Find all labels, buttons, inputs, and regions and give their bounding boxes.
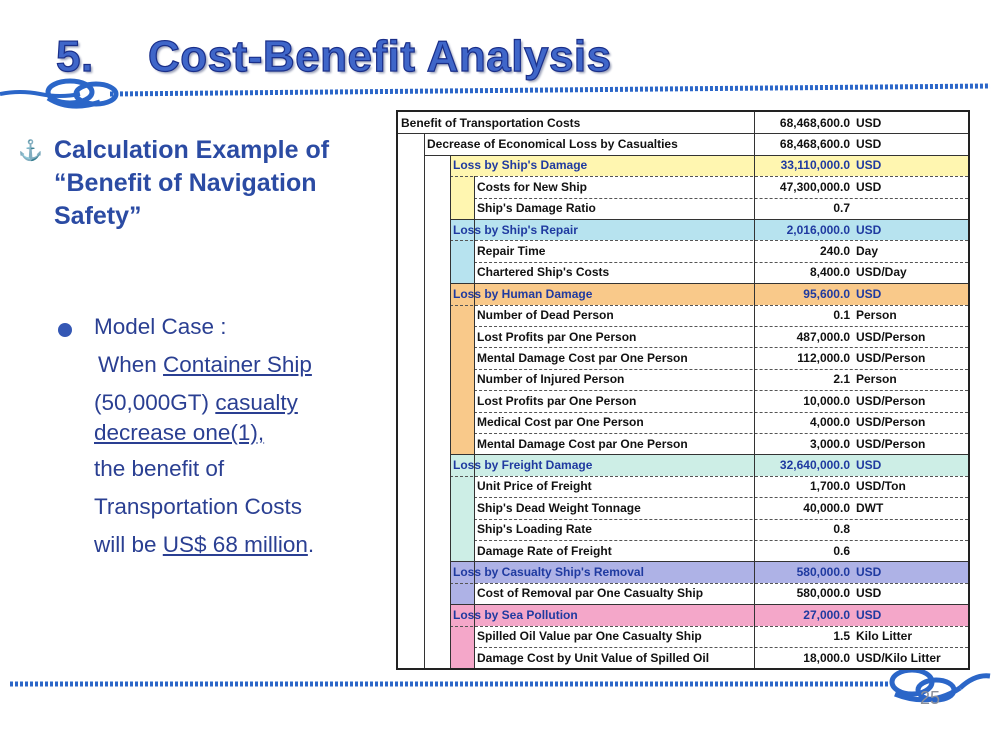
row-unit: USD xyxy=(856,222,882,237)
heading-line: Safety” xyxy=(54,202,142,230)
row-label: Ship's Loading Rate xyxy=(477,522,592,537)
model-case-line: Transportation Costs xyxy=(94,494,303,519)
row-label: Mental Damage Cost par One Person xyxy=(477,436,688,451)
table-row xyxy=(398,176,968,197)
table-row xyxy=(398,626,968,647)
row-unit: USD xyxy=(856,115,882,130)
row-value: 0.8 xyxy=(833,522,850,537)
row-label: Spilled Oil Value par One Casualty Ship xyxy=(477,629,702,644)
row-unit: USD/Person xyxy=(856,329,926,344)
model-case-line: (50,000GT) casualty xyxy=(94,390,298,415)
row-label: Ship's Dead Weight Tonnage xyxy=(477,500,641,515)
table-row xyxy=(398,604,968,625)
row-unit: USD/Person xyxy=(856,436,926,451)
row-label: Medical Cost par One Person xyxy=(477,415,644,430)
table-row xyxy=(398,433,968,454)
row-value: 47,300,000.0 xyxy=(779,179,850,194)
row-unit: USD/Ton xyxy=(856,479,906,494)
slide-title-text: Cost-Benefit Analysis xyxy=(148,32,612,81)
model-case-line: When Container Ship xyxy=(98,352,312,377)
row-label: Lost Profits par One Person xyxy=(477,393,637,408)
row-value: 580,000.0 xyxy=(796,586,850,601)
table-row xyxy=(398,540,968,561)
table-row xyxy=(398,497,968,518)
row-label: Loss by Freight Damage xyxy=(453,458,593,473)
row-value: 68,468,600.0 xyxy=(779,115,850,130)
table-row xyxy=(398,476,968,497)
row-value: 27,000.0 xyxy=(803,607,850,622)
cost-benefit-table xyxy=(396,110,970,670)
table-row xyxy=(398,561,968,582)
indent-guide xyxy=(474,176,475,668)
table-row xyxy=(398,369,968,390)
row-value: 68,468,600.0 xyxy=(779,137,850,152)
value-column-divider xyxy=(754,112,755,668)
row-unit: USD xyxy=(856,158,882,173)
row-label: Decrease of Economical Loss by Casualties xyxy=(427,137,678,152)
anchor-bullet-icon: ⚓ xyxy=(18,140,43,162)
row-value: 95,600.0 xyxy=(803,286,850,301)
million-text: US$ 68 million xyxy=(162,532,308,557)
table-row xyxy=(398,583,968,604)
row-value: 487,000.0 xyxy=(796,329,850,344)
row-value: 4,000.0 xyxy=(809,415,850,430)
row-value: 112,000.0 xyxy=(797,351,850,366)
table-row xyxy=(398,262,968,283)
row-unit: USD/Person xyxy=(856,393,926,408)
row-unit: Person xyxy=(856,372,897,387)
row-value: 240.0 xyxy=(819,244,850,259)
heading-line: “Benefit of Navigation xyxy=(54,169,317,197)
indent-guide xyxy=(424,133,425,668)
container-ship-text: Container Ship xyxy=(163,352,312,377)
rope-divider-bottom xyxy=(0,664,1000,704)
table-row xyxy=(398,240,968,261)
row-unit: Person xyxy=(856,308,897,323)
row-value: 0.6 xyxy=(833,543,850,558)
row-unit: USD xyxy=(856,586,882,601)
row-label: Mental Damage Cost par One Person xyxy=(477,351,688,366)
table-row xyxy=(398,305,968,326)
row-unit: USD/Kilo Litter xyxy=(856,650,941,665)
row-value: 33,110,000.0 xyxy=(780,158,850,173)
model-case-label: Model Case : xyxy=(94,314,227,339)
row-label: Loss by Ship's Damage xyxy=(453,158,588,173)
row-unit: USD xyxy=(856,137,882,152)
row-value: 1,700.0 xyxy=(809,479,850,494)
table-row xyxy=(398,390,968,411)
model-case-line: the benefit of xyxy=(94,456,225,481)
table-row xyxy=(398,412,968,433)
rope-knot-icon xyxy=(48,81,116,106)
row-label: Loss by Ship's Repair xyxy=(453,222,578,237)
table-row xyxy=(398,155,968,176)
row-label: Ship's Damage Ratio xyxy=(477,201,596,216)
rope-divider-top xyxy=(0,72,1000,112)
table-row xyxy=(398,326,968,347)
rope-knot-icon xyxy=(892,670,990,700)
row-label: Damage Rate of Freight xyxy=(477,543,612,558)
row-label: Loss by Sea Pollution xyxy=(453,607,578,622)
table-row xyxy=(398,219,968,240)
decrease-text: decrease one(1), xyxy=(94,420,265,445)
row-label: Number of Dead Person xyxy=(477,308,614,323)
row-label: Number of Injured Person xyxy=(477,372,625,387)
row-label: Loss by Casualty Ship's Removal xyxy=(453,565,644,580)
indent-guide xyxy=(450,155,451,669)
row-unit: Day xyxy=(856,244,879,259)
bullet-dot-icon xyxy=(58,323,72,337)
row-unit: USD/Day xyxy=(856,265,907,280)
row-value: 10,000.0 xyxy=(803,393,850,408)
row-unit: USD xyxy=(856,458,882,473)
row-label: Cost of Removal par One Casualty Ship xyxy=(477,586,704,601)
heading-line: Calculation Example of xyxy=(54,136,330,164)
table-row xyxy=(398,133,968,154)
casualty-text: casualty xyxy=(215,390,298,415)
row-label: Costs for New Ship xyxy=(477,179,588,194)
row-value: 0.7 xyxy=(833,201,850,216)
row-label: Damage Cost by Unit Value of Spilled Oil xyxy=(477,650,710,665)
row-value: 8,400.0 xyxy=(809,265,850,280)
row-unit: DWT xyxy=(856,500,884,515)
page-number: 25 xyxy=(920,688,941,708)
row-label: Loss by Human Damage xyxy=(453,286,593,301)
row-value: 40,000.0 xyxy=(803,500,850,515)
slide-number: 5. xyxy=(56,32,94,81)
row-value: 18,000.0 xyxy=(803,650,850,665)
table-row xyxy=(398,347,968,368)
row-unit: USD xyxy=(856,607,882,622)
row-value: 32,640,000.0 xyxy=(779,458,850,473)
model-case-line xyxy=(94,420,264,446)
table-row xyxy=(398,112,968,133)
row-unit: USD/Person xyxy=(856,351,926,366)
row-unit: USD/Person xyxy=(856,415,926,430)
table-row xyxy=(398,647,968,668)
calculation-heading xyxy=(54,134,384,233)
row-value: 1.5 xyxy=(833,629,850,644)
table-row xyxy=(398,283,968,304)
row-label: Lost Profits par One Person xyxy=(477,329,637,344)
row-value: 580,000.0 xyxy=(796,565,850,580)
row-value: 2.1 xyxy=(833,372,850,387)
table-row xyxy=(398,519,968,540)
row-value: 0.1 xyxy=(833,308,850,323)
row-label: Benefit of Transportation Costs xyxy=(401,115,581,130)
row-value: 3,000.0 xyxy=(809,436,850,451)
row-unit: USD xyxy=(856,286,882,301)
row-unit: USD xyxy=(856,179,882,194)
row-unit: USD xyxy=(856,565,882,580)
model-case-line: will be US$ 68 million. xyxy=(94,532,315,557)
table-row xyxy=(398,198,968,219)
row-value: 2,016,000.0 xyxy=(786,222,850,237)
row-label: Chartered Ship's Costs xyxy=(477,265,610,280)
row-label: Unit Price of Freight xyxy=(477,479,592,494)
table-row xyxy=(398,454,968,475)
row-unit: Kilo Litter xyxy=(856,629,912,644)
row-label: Repair Time xyxy=(477,244,546,259)
